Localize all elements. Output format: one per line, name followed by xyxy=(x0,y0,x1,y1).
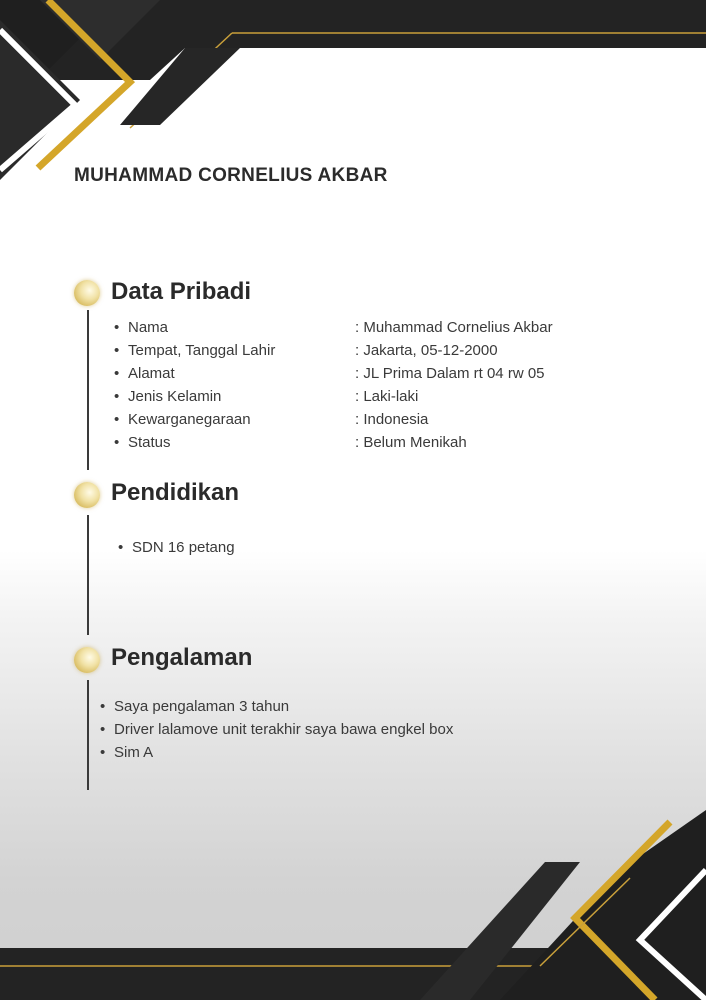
timeline-line-2 xyxy=(87,515,89,635)
field-value: : Muhammad Cornelius Akbar xyxy=(355,319,553,336)
field-label: Tempat, Tanggal Lahir xyxy=(128,342,276,359)
list-item: • Kewarganegaraan xyxy=(114,411,251,428)
list-item: • SDN 16 petang xyxy=(118,539,235,556)
list-item: • Status xyxy=(114,434,171,451)
section-title-pendidikan: Pendidikan xyxy=(111,479,240,506)
field-label: Alamat xyxy=(128,365,175,382)
section-dot-icon xyxy=(74,647,100,673)
timeline-line-3 xyxy=(87,680,89,790)
field-label: Nama xyxy=(128,319,169,336)
field-label: Jenis Kelamin xyxy=(128,388,222,405)
field-label: Kewarganegaraan xyxy=(128,411,251,428)
timeline-line-1 xyxy=(87,310,89,470)
list-item: • Nama xyxy=(114,319,169,336)
field-value: : Belum Menikah xyxy=(355,434,467,451)
section-title-pengalaman: Pengalaman xyxy=(111,644,253,671)
list-item: • Sim A xyxy=(100,744,154,761)
section-title-data-pribadi: Data Pribadi xyxy=(111,278,252,305)
field-value: : Indonesia xyxy=(355,411,429,428)
list-item: • Saya pengalaman 3 tahun xyxy=(100,698,290,715)
list-item: • Jenis Kelamin xyxy=(114,388,222,405)
field-label: Status xyxy=(128,434,171,451)
list-item: • Alamat xyxy=(114,365,175,382)
list-item: • Driver lalamove unit terakhir saya bawa engkel box xyxy=(100,721,454,738)
field-value: : JL Prima Dalam rt 04 rw 05 xyxy=(355,365,545,382)
section-dot-icon xyxy=(74,482,100,508)
list-item: • Tempat, Tanggal Lahir xyxy=(114,342,276,359)
field-value: : Jakarta, 05-12-2000 xyxy=(355,342,498,359)
section-dot-icon xyxy=(74,280,100,306)
field-value: : Laki-laki xyxy=(355,388,419,405)
full-name: MUHAMMAD CORNELIUS AKBAR xyxy=(74,165,388,186)
